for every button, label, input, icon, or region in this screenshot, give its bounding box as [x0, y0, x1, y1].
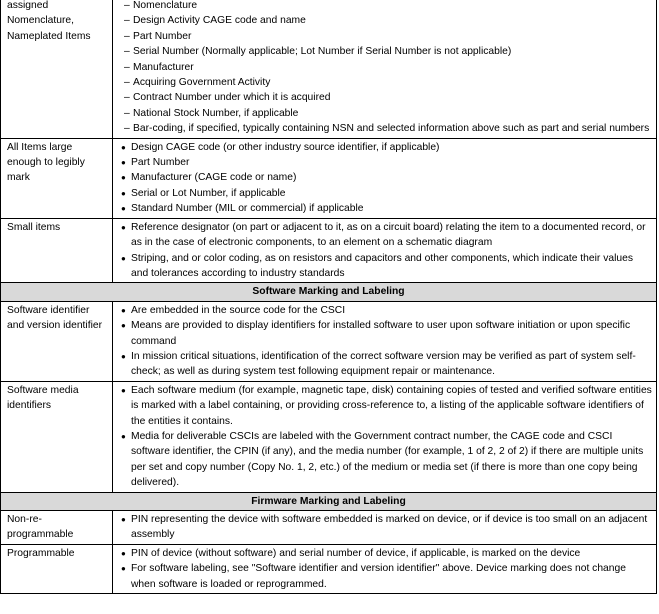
table-row	[1, 218, 657, 283]
list-item: ● Part Number	[121, 155, 652, 170]
list-item: – Nomenclature	[125, 0, 652, 13]
table-body	[1, 0, 657, 594]
list-item: ● For software labeling, see "Software identifier and version identifier" above. Device marking does not change when software is loaded or reprogrammed.	[121, 561, 652, 592]
list-item: – National Stock Number, if applicable	[125, 106, 652, 121]
list-item: – Manufacturer	[125, 60, 652, 75]
list-item: ● Standard Number (MIL or commercial) if applicable	[121, 201, 652, 216]
requirements-cell	[113, 381, 657, 492]
list-item: – Bar-coding, if specified, typically containing NSN and selected information above such as part and serial numbers	[125, 121, 652, 136]
requirements-cell	[113, 138, 657, 218]
requirements-cell	[113, 301, 657, 381]
item-category-label: assigned Nomenclature, Nameplated Items	[1, 0, 113, 138]
bullet-list	[121, 512, 652, 543]
list-item: – Serial Number (Normally applicable; Lot Number if Serial Number is not applicable)	[125, 44, 652, 59]
list-item: ● Means are provided to display identifiers for installed software to user upon software initiation or upon specific command	[121, 318, 652, 349]
bullet-list	[121, 303, 652, 380]
table-row	[1, 301, 657, 381]
item-category-label: Software media identifiers	[1, 381, 113, 492]
list-item: – Acquiring Government Activity	[125, 75, 652, 90]
requirements-cell	[113, 0, 657, 138]
list-item: ● Each software medium (for example, magnetic tape, disk) containing copies of tested and verified software entities is marked with a label containing, or providing cross-reference to, a listing of the applicable software identifiers of the entities it contains.	[121, 383, 652, 429]
list-item: ● In mission critical situations, identification of the correct software version may be verified as part of system self-check; as well as during system test following equipment repair or maintenance.	[121, 349, 652, 380]
list-item: ● Serial or Lot Number, if applicable	[121, 186, 652, 201]
list-item: ● Are embedded in the source code for the CSCI	[121, 303, 652, 318]
bullet-list	[121, 140, 652, 217]
table-row	[1, 381, 657, 492]
table-row	[1, 138, 657, 218]
list-item: – Part Number	[125, 29, 652, 44]
list-item: ● Striping, and or color coding, as on resistors and capacitors and other components, which indicate their values and tolerances according to industry standards	[121, 251, 652, 282]
requirements-cell	[113, 511, 657, 545]
dash-list	[121, 0, 652, 137]
table-row	[1, 511, 657, 545]
table-row	[1, 544, 657, 593]
requirements-cell	[113, 218, 657, 283]
item-category-label: Non-re-programmable	[1, 511, 113, 545]
list-item: ● PIN of device (without software) and serial number of device, if applicable, is marked on the device	[121, 546, 652, 561]
list-item: – Contract Number under which it is acquired	[125, 90, 652, 105]
list-item: ● PIN representing the device with software embedded is marked on device, or if device is too small on an adjacent assembly	[121, 512, 652, 543]
list-item: ● Design CAGE code (or other industry source identifier, if applicable)	[121, 140, 652, 155]
list-item: ● Reference designator (on part or adjacent to it, as on a circuit board) relating the item to a documented record, or as in the case of electronic components, to an element on a schematic diagram	[121, 220, 652, 251]
item-category-label: Programmable	[1, 544, 113, 593]
table-row	[1, 0, 657, 138]
section-header-row	[1, 283, 657, 301]
bullet-list	[121, 220, 652, 282]
section-title: Software Marking and Labeling	[1, 283, 657, 301]
list-item: ● Media for deliverable CSCIs are labeled with the Government contract number, the CAGE code and CSCI software identifier, the CPIN (if any), and the media number (for example, 1 of 2, 2 of 2) if there are multiple units per set and copy number (Copy No. 1, 2, etc.) of the medium or media set (if there is more than one copy being delivered).	[121, 429, 652, 491]
section-header-row	[1, 492, 657, 510]
bullet-list	[121, 383, 652, 491]
section-title: Firmware Marking and Labeling	[1, 492, 657, 510]
list-item: ● Manufacturer (CAGE code or name)	[121, 170, 652, 185]
bullet-list	[121, 546, 652, 592]
item-category-label: All Items large enough to legibly mark	[1, 138, 113, 218]
item-category-label: Small items	[1, 218, 113, 283]
list-item: – Design Activity CAGE code and name	[125, 13, 652, 28]
requirements-cell	[113, 544, 657, 593]
item-category-label: Software identifier and version identifier	[1, 301, 113, 381]
